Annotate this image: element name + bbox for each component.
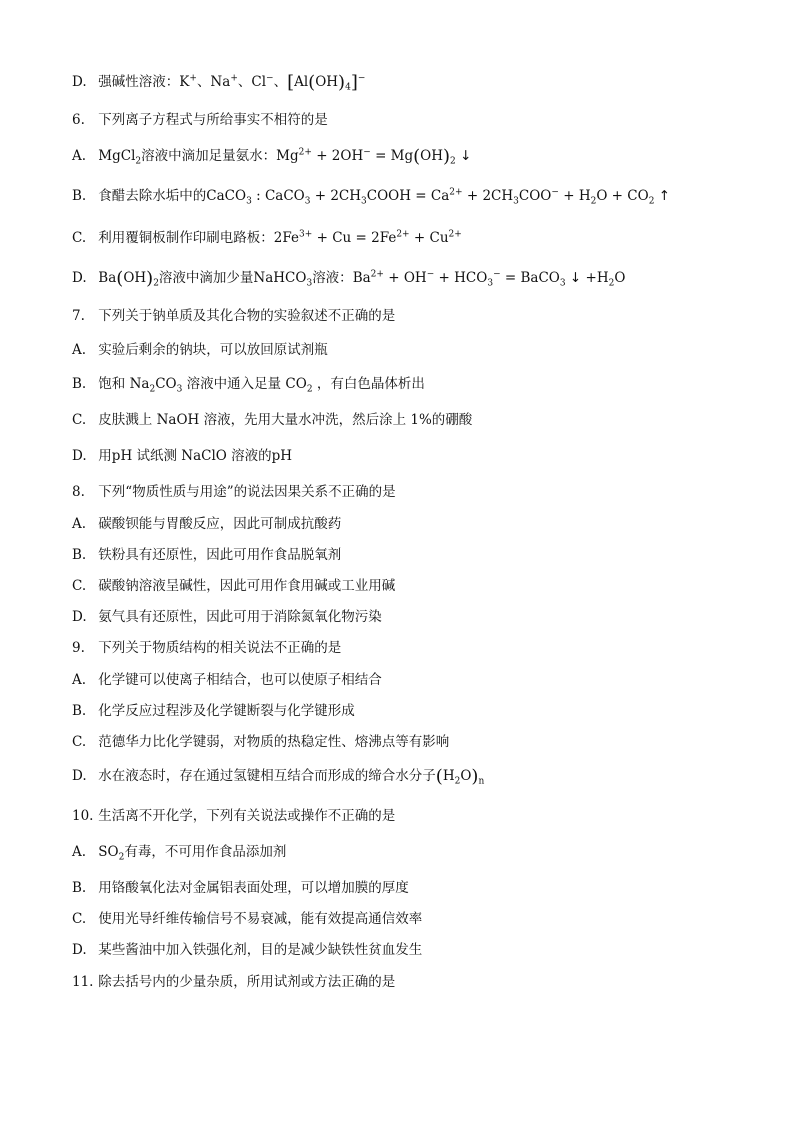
question-number: 9. bbox=[72, 640, 85, 656]
question-text: 下列关于钠单质及其化合物的实验叙述不正确的是 bbox=[98, 308, 396, 324]
question-6-option-b bbox=[72, 186, 734, 206]
question-9-option-b bbox=[72, 701, 734, 721]
question-6 bbox=[72, 110, 734, 130]
question-11 bbox=[72, 972, 734, 992]
question-8 bbox=[72, 482, 734, 502]
option-label: A. bbox=[72, 844, 87, 860]
equation: CaCO$_3$ : CaCO$_3$ + $2CH_3COOH = Ca^{2+} + 2CH_3COO^- + H_2O + CO_2$ ↑ bbox=[206, 187, 671, 207]
option-text: 用pH 试纸测 NaClO 溶液的pH bbox=[98, 448, 293, 464]
option-text: 范德华力比化学键弱，对物质的热稳定性、熔沸点等有影响 bbox=[98, 734, 450, 750]
question-text: 生活离不开化学，下列有关说法或操作不正确的是 bbox=[98, 808, 396, 824]
question-10-option-d bbox=[72, 940, 734, 960]
option-text: 溶液中通入足量 bbox=[186, 376, 282, 392]
option-text: 碳酸钠溶液呈碱性，因此可用作食用碱或工业用碱 bbox=[98, 578, 396, 594]
question-9-option-c bbox=[72, 732, 734, 752]
option-text: 溶液中滴加足量氨水： bbox=[141, 148, 277, 164]
question-number: 6. bbox=[72, 112, 85, 128]
option-label: D. bbox=[72, 74, 87, 90]
formula-nahco3: NaHCO$_3$ bbox=[253, 270, 313, 289]
option-text: 化学键可以使离子相结合，也可以使原子相结合 bbox=[98, 672, 382, 688]
equation: $2Fe^{3+} + Cu = 2Fe^{2+} + Cu^{2+}$ bbox=[273, 229, 462, 246]
option-label: C. bbox=[72, 578, 87, 594]
formula-h2o-n: $(H_2O)_n$ bbox=[435, 766, 485, 787]
question-7-option-a bbox=[72, 340, 734, 360]
question-7-option-b bbox=[72, 374, 734, 394]
formula-co2: $CO_2$ bbox=[281, 376, 313, 395]
option-text: 化学反应过程涉及化学键断裂与化学键形成 bbox=[98, 703, 355, 719]
option-label: C. bbox=[72, 230, 87, 246]
question-10-option-a bbox=[72, 842, 734, 862]
question-8-option-a bbox=[72, 514, 734, 534]
option-text: 某些酱油中加入铁强化剂，目的是减少缺铁性贫血发生 bbox=[98, 942, 423, 958]
option-label: A. bbox=[72, 148, 87, 164]
formula-so2: $SO_2$ bbox=[98, 844, 125, 863]
option-text: 碳酸钡能与胃酸反应，因此可制成抗酸药 bbox=[98, 516, 342, 532]
option-label: C. bbox=[72, 734, 87, 750]
question-9-option-a bbox=[72, 670, 734, 690]
question-text: 下列离子方程式与所给事实不相符的是 bbox=[98, 112, 328, 128]
question-6-option-a bbox=[72, 146, 734, 167]
option-text: 用铬酸氧化法对金属铝表面处理，可以增加膜的厚度 bbox=[98, 880, 409, 896]
option-label: A. bbox=[72, 516, 87, 532]
option-label: D. bbox=[72, 270, 87, 286]
question-number: 7. bbox=[72, 308, 85, 324]
option-label: B. bbox=[72, 547, 87, 563]
question-7 bbox=[72, 306, 734, 326]
question-number: 11. bbox=[72, 974, 94, 990]
question-10-option-c bbox=[72, 909, 734, 929]
question-10 bbox=[72, 806, 734, 826]
option-label: A. bbox=[72, 342, 87, 358]
question-number: 8. bbox=[72, 484, 85, 500]
option-text-suffix: 溶液： bbox=[312, 270, 353, 286]
option-text: 强碱性溶液： bbox=[98, 74, 180, 90]
option-label: D. bbox=[72, 942, 87, 958]
formula-baoh2: $Ba(OH)_2$ bbox=[98, 268, 159, 289]
question-6-option-c bbox=[72, 228, 734, 248]
option-text: 水在液态时，存在通过氢键相互结合而形成的缔合水分子 bbox=[98, 768, 436, 784]
question-8-option-c bbox=[72, 576, 734, 596]
question-9-option-d bbox=[72, 766, 734, 787]
option-text: 食醋去除水垢中的 bbox=[98, 188, 207, 204]
option-label: A. bbox=[72, 672, 87, 688]
question-8-option-d bbox=[72, 607, 734, 627]
option-text: 有毒，不可用作食品添加剂 bbox=[124, 844, 287, 860]
option-label: C. bbox=[72, 911, 87, 927]
question-9 bbox=[72, 638, 734, 658]
option-d-strong-alkaline bbox=[72, 72, 734, 93]
option-text: 实验后剩余的钠块，可以放回原试剂瓶 bbox=[98, 342, 328, 358]
formula-mgcl2: MgCl$_2$ bbox=[98, 148, 142, 167]
option-text: 溶液中滴加少量 bbox=[158, 270, 254, 286]
equation: $Ba^{2+} + OH^- + HCO_3^-$ = BaCO$_3$ ↓ $+H_2O$ bbox=[352, 269, 626, 289]
option-label: D. bbox=[72, 448, 87, 464]
question-10-option-b bbox=[72, 878, 734, 898]
option-label: B. bbox=[72, 188, 87, 204]
option-text: 皮肤溅上 NaOH 溶液，先用大量水冲洗，然后涂上 1%的硼酸 bbox=[98, 412, 473, 428]
option-label: B. bbox=[72, 703, 87, 719]
formula-na2co3: $Na_2CO_3$ bbox=[125, 376, 183, 395]
equation: $Mg^{2+} + 2OH^- = Mg(OH)_2$ ↓ bbox=[276, 146, 472, 167]
option-text: ，有白色晶体析出 bbox=[316, 376, 425, 392]
option-text: 使用光导纤维传输信号不易衰减，能有效提高通信效率 bbox=[98, 911, 423, 927]
option-text: 氨气具有还原性，因此可用于消除氮氧化物污染 bbox=[98, 609, 382, 625]
option-text: 饱和 bbox=[98, 376, 126, 392]
question-text: 下列关于物质结构的相关说法不正确的是 bbox=[98, 640, 342, 656]
question-number: 10. bbox=[72, 808, 94, 824]
question-7-option-c bbox=[72, 410, 734, 430]
question-text: 下列“物质性质与用途”的说法因果关系不正确的是 bbox=[98, 484, 396, 500]
ion-list: K+、Na+、Cl−、$[Al(OH)_4]^-$ bbox=[179, 72, 366, 93]
option-label: D. bbox=[72, 768, 87, 784]
question-text: 除去括号内的少量杂质，所用试剂或方法正确的是 bbox=[98, 974, 396, 990]
option-label: B. bbox=[72, 880, 87, 896]
option-text: 铁粉具有还原性，因此可用作食品脱氧剂 bbox=[98, 547, 342, 563]
option-label: C. bbox=[72, 412, 87, 428]
option-label: D. bbox=[72, 609, 87, 625]
option-text: 利用覆铜板制作印刷电路板： bbox=[98, 230, 274, 246]
question-6-option-d bbox=[72, 268, 734, 289]
question-8-option-b bbox=[72, 545, 734, 565]
option-label: B. bbox=[72, 376, 87, 392]
question-7-option-d bbox=[72, 446, 734, 466]
